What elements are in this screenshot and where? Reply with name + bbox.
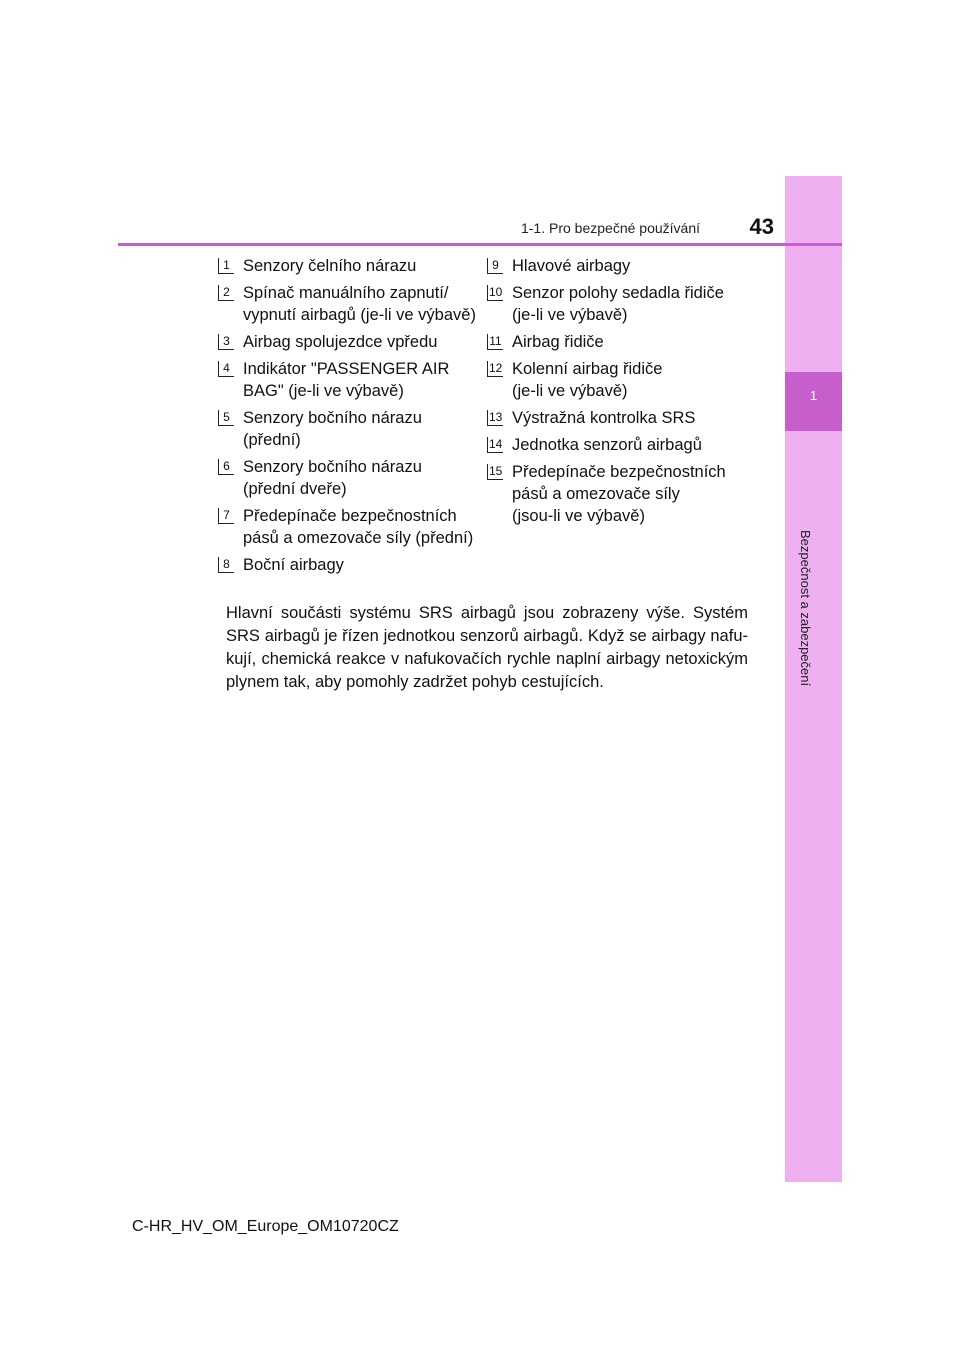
- item-text: Senzory bočního nárazu (přední dveře): [243, 458, 422, 498]
- body-paragraph: Hlavní součásti systému SRS airbagů jsou zobrazeny výše. Systém SRS airbagů je řízen jednotkou senzorů airbagů. Když se airbagy nafu-kují, chemická reakce v nafukovačích rychle naplní airbagy netoxickým plynem tak, aby pomohly zadržet pohyb cestujících.: [226, 603, 748, 691]
- item-number: 2: [218, 285, 234, 301]
- item-text: Hlavové airbagy: [512, 257, 631, 275]
- header-divider: [118, 243, 842, 246]
- list-item: [487, 434, 757, 456]
- list-item: [487, 461, 757, 527]
- item-text: Airbag spolujezdce vpředu: [243, 333, 438, 351]
- list-item: [487, 331, 757, 353]
- chapter-number: 1: [809, 388, 818, 403]
- item-text: Airbag řidiče: [512, 333, 604, 351]
- item-number: 7: [218, 508, 234, 524]
- item-text: Senzor polohy sedadla řidiče (je-li ve výbavě): [512, 284, 724, 324]
- item-text: Boční airbagy: [243, 556, 344, 574]
- item-text: Spínač manuálního zapnutí/ vypnutí airbagů (je-li ve výbavě): [243, 284, 476, 324]
- list-item: [218, 456, 480, 500]
- component-list-left: [218, 255, 480, 581]
- item-text: Kolenní airbag řidiče (je-li ve výbavě): [512, 360, 663, 400]
- item-text: Senzory čelního nárazu: [243, 257, 417, 275]
- chapter-title: Bezpečnost a zabezpečení: [798, 530, 813, 687]
- item-text: Předepínače bezpečnostních pásů a omezovače síly (přední): [243, 507, 474, 547]
- item-text: Indikátor "PASSENGER AIR BAG" (je-li ve výbavě): [243, 360, 450, 400]
- item-text: Výstražná kontrolka SRS: [512, 409, 696, 427]
- list-item: [218, 407, 480, 451]
- document-code: C-HR_HV_OM_Europe_OM10720CZ: [132, 1218, 399, 1235]
- item-number: 14: [489, 437, 503, 451]
- item-number: 3: [218, 334, 234, 350]
- item-text: Senzory bočního nárazu (přední): [243, 409, 422, 449]
- item-number: 10: [489, 285, 503, 299]
- list-item: [487, 358, 757, 402]
- list-item: [487, 407, 757, 429]
- item-number: 9: [487, 258, 503, 274]
- component-list-right: [487, 255, 757, 532]
- item-number: 8: [218, 557, 234, 573]
- list-item: [218, 282, 480, 326]
- item-number: 6: [218, 459, 234, 475]
- item-number: 1: [218, 258, 234, 274]
- item-number: 11: [487, 334, 503, 350]
- list-item: [487, 255, 757, 277]
- item-number: 13: [489, 410, 503, 424]
- item-number: 4: [218, 361, 234, 377]
- section-title: 1-1. Pro bezpečné používání: [520, 220, 700, 236]
- list-item: [218, 331, 480, 353]
- item-number: 5: [218, 410, 234, 426]
- item-number: 15: [489, 464, 503, 478]
- item-number: 12: [489, 361, 503, 375]
- list-item: [218, 505, 480, 549]
- page-number: 43: [749, 214, 774, 239]
- list-item: [218, 358, 480, 402]
- item-text: Předepínače bezpečnostních pásů a omezovače síly (jsou-li ve výbavě): [512, 463, 726, 525]
- item-text: Jednotka senzorů airbagů: [512, 436, 702, 454]
- list-item: [218, 255, 480, 277]
- side-color-band: [785, 176, 842, 1182]
- list-item: [487, 282, 757, 326]
- list-item: [218, 554, 480, 576]
